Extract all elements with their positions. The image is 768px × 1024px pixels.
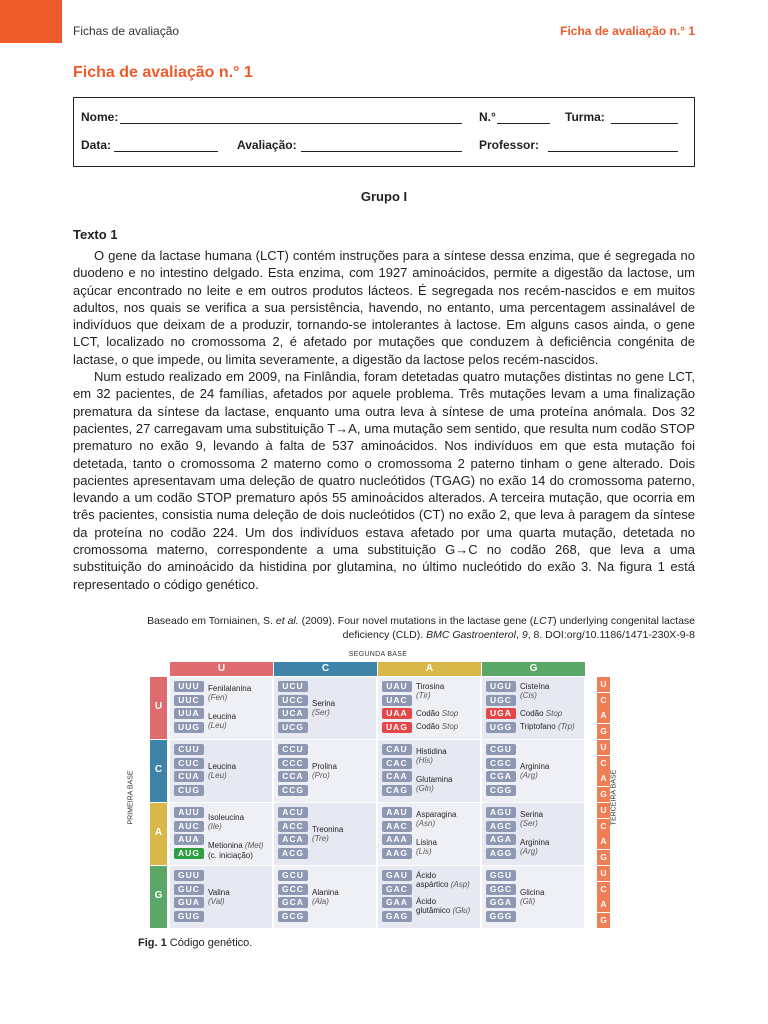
first-base-a: A (150, 803, 167, 865)
name-field[interactable] (120, 123, 462, 124)
amino-acid-label: Alanina (Ala) (312, 888, 339, 906)
third-base-g: G (597, 787, 610, 802)
codon-cau: CAU (382, 744, 412, 755)
third-base-c: C (597, 882, 610, 897)
codon-auu: AUU (174, 807, 204, 818)
codon-ggu: GGU (486, 870, 516, 881)
codon-agu: AGU (486, 807, 516, 818)
codon-aag: AAG (382, 848, 412, 859)
first-base-axis-label: PRIMEIRA BASE (127, 770, 135, 825)
codon-ugc: UGC (486, 695, 516, 706)
third-base-a: A (597, 771, 610, 786)
codon-gua: GUA (174, 897, 204, 908)
codon-ucu: UCU (278, 681, 308, 692)
second-base-g: G (482, 662, 585, 676)
codon-aau: AAU (382, 807, 412, 818)
codon-aca: ACA (278, 834, 308, 845)
codon-caa: CAA (382, 771, 412, 782)
codon-acg: ACG (278, 848, 308, 859)
figure-caption: Fig. 1 Código genético. (138, 937, 253, 949)
codon-uca: UCA (278, 708, 308, 719)
amino-acid-label: Arginina (Arg) (520, 838, 550, 856)
third-base-a: A (597, 897, 610, 912)
third-base-u: U (597, 866, 610, 881)
second-base-c: C (274, 662, 377, 676)
amino-acid-label: Codão Stop (416, 722, 459, 731)
third-base-g: G (597, 850, 610, 865)
codon-agc: AGC (486, 821, 516, 832)
article (73, 247, 695, 593)
second-base-a: A (378, 662, 481, 676)
amino-acid-label: Codão Stop (416, 709, 459, 718)
codon-uaa: UAA (382, 708, 412, 719)
amino-acid-label: Ácido aspártico (Asp) (416, 871, 470, 889)
third-base-a: A (597, 834, 610, 849)
number-label: N.° (479, 110, 496, 124)
codon-uac: UAC (382, 695, 412, 706)
codon-uuc: UUC (174, 695, 204, 706)
teacher-label: Professor: (479, 138, 540, 152)
codon-cca: CCA (278, 771, 308, 782)
source-citation (73, 614, 695, 642)
codon-ugg: UGG (486, 722, 516, 733)
codon-uag: UAG (382, 722, 412, 733)
amino-acid-label: Treonina (Tre) (312, 825, 344, 843)
date-field[interactable] (114, 151, 218, 152)
codon-ggc: GGC (486, 884, 516, 895)
codon-aua: AUA (174, 834, 204, 845)
amino-acid-label: Isoleucina (Ile) (208, 813, 245, 831)
class-label: Turma: (565, 110, 605, 124)
codon-gcc: GCC (278, 884, 308, 895)
first-base-axis (127, 738, 148, 858)
codon-cgu: CGU (486, 744, 516, 755)
codon-gga: GGA (486, 897, 516, 908)
amino-acid-label: Serina (Ser) (520, 810, 544, 828)
codon-agg: AGG (486, 848, 516, 859)
third-base-c: C (597, 693, 610, 708)
codon-gcu: GCU (278, 870, 308, 881)
amino-acid-label: Metionina (Met) (208, 841, 264, 850)
codon-uua: UUA (174, 708, 204, 719)
third-base-g: G (597, 724, 610, 739)
codon-guc: GUC (174, 884, 204, 895)
codon-cgc: CGC (486, 758, 516, 769)
codon-auc: AUC (174, 821, 204, 832)
codon-cuc: CUC (174, 758, 204, 769)
codon-acc: ACC (278, 821, 308, 832)
amino-acid-label: Ácido glutâmico (Glu) (416, 897, 471, 915)
amino-acid-label: Codão Stop (520, 709, 563, 718)
codon-cua: CUA (174, 771, 204, 782)
codon-guu: GUU (174, 870, 204, 881)
codon-gca: GCA (278, 897, 308, 908)
amino-acid-label: Cisteína (Cis) (520, 682, 550, 700)
class-field[interactable] (611, 123, 678, 124)
amino-acid-label: Triptofano (Trp) (520, 722, 575, 731)
codon-aac: AAC (382, 821, 412, 832)
amino-acid-label: Fenilalanina (Fen) (208, 684, 252, 702)
codon-cga: CGA (486, 771, 516, 782)
amino-acid-label: Asparagina (Asn) (416, 810, 457, 828)
first-base-g: G (150, 866, 167, 928)
codon-cgg: CGG (486, 785, 516, 796)
teacher-field[interactable] (548, 151, 678, 152)
third-base-u: U (597, 740, 610, 755)
running-header-right: Ficha de avaliação n.° 1 (560, 24, 695, 38)
citation-line-1: Baseado em Torniainen, S. et al. (2009). Four novel mutations in the lactase gene (LCT) underlying congenital lactase (147, 615, 695, 627)
codon-ccc: CCC (278, 758, 308, 769)
evaluation-field[interactable] (301, 151, 462, 152)
third-base-c: C (597, 819, 610, 834)
codon-gaa: GAA (382, 897, 412, 908)
paragraph-2: Num estudo realizado em 2009, na Finlândia, foram detetadas quatro mutações distintas no gene LCT, em 32 pacientes, de 24 famílias, afetados por aquele problema. Três mutações levam a uma finalização prematura da síntese da lactase, enquanto uma outra leva à síntese de uma proteína anómala. Dos 32 pacientes, 27 carregavam uma substituição T→A, uma mutação sem sentido, que resulta num codão STOP prematuro no exão 9, levando à falta de 537 aminoácidos. Nos indivíduos em que esta mutação foi detetada, tanto o cromossoma 2 materno como o cromossoma 2 paterno tinham o gene alterado. Dois pacientes apresentavam uma deleção de quatro nucleótidos (TGAG) no exão 14 do cromossoma paterno, levando a um codão STOP prematuro após 55 aminoácidos alterados. A terceira mutação, que ocorria em três pacientes, consistia numa deleção de dois nucleótidos (CT) no exão 2, que leva à paragem da síntese da proteína no codão 224. Um dos indivíduos estava afetado por uma quarta mutação, detetada no cromossoma materno, correspondente a uma substituição G→C no codão 268, que leva a uma substituição do aminoácido da histidina por glutamina, no último nucleótido do exão 3. Na figura 1 está representado o código genético. (73, 369, 695, 592)
codon-aaa: AAA (382, 834, 412, 845)
first-base-c: C (150, 740, 167, 802)
group-title: Grupo I (360, 189, 408, 204)
third-base-axis (610, 738, 630, 858)
codon-ugu: UGU (486, 681, 516, 692)
codon-gau: GAU (382, 870, 412, 881)
third-base-axis-label: TERCEIRA BASE (610, 769, 618, 826)
codon-cuu: CUU (174, 744, 204, 755)
running-header-left: Fichas de avaliação (73, 24, 180, 38)
text-title: Texto 1 (73, 227, 118, 242)
codon-cac: CAC (382, 758, 412, 769)
third-base-u: U (597, 677, 610, 692)
codon-ucc: UCC (278, 695, 308, 706)
first-base-u: U (150, 677, 167, 739)
third-base-g: G (597, 913, 610, 928)
amino-acid-label: Leucina (Leu) (208, 762, 237, 780)
codon-ggg: GGG (486, 911, 516, 922)
amino-acid-label: Valina (Val) (208, 888, 230, 906)
codon-aug: AUG (174, 848, 204, 859)
sheet-title: Ficha de avaliação n.° 1 (73, 64, 253, 81)
amino-acid-label: Serina (Ser) (312, 699, 336, 717)
codon-gac: GAC (382, 884, 412, 895)
amino-acid-label: Lisina (Lis) (416, 838, 437, 856)
codon-aga: AGA (486, 834, 516, 845)
citation-line-2: deficiency (CLD). BMC Gastroenterol, 9, 8. DOI:org/10.1186/1471-230X-9-8 (342, 629, 695, 641)
genetic-code-table (127, 648, 630, 930)
third-base-c: C (597, 756, 610, 771)
codon-cug: CUG (174, 785, 204, 796)
codon-ucg: UCG (278, 722, 308, 733)
amino-acid-label: Histidina (His) (416, 747, 447, 765)
amino-acid-label: Glicina (Gli) (520, 888, 545, 906)
codon-acu: ACU (278, 807, 308, 818)
amino-acid-label: Prolina (Pro) (312, 762, 337, 780)
codon-gag: GAG (382, 911, 412, 922)
evaluation-label: Avaliação: (237, 138, 297, 152)
paragraph-1: O gene da lactase humana (LCT) contém instruções para a síntese dessa enzima, que é segregada no duodeno e no intestino delgado. Esta enzima, com 1927 aminoácidos, permite a digestão da lactose, um açúcar encontrado no leite e em outros produtos lácteos. É segregada nos recém-nascidos e em muitos adultos, nos quais se verifica a sua persistência, havendo, no entanto, uma percentagem assinalável de indivíduos que deixam de a produzir, tornando-se intolerantes à lactose. Em alguns casos ainda, o gene LCT, localizado no cromossoma 2, é afetado por mutações que conduzem à deficiência congénita de lactase, o que impede, ou limita severamente, a digestão da lactose pelos recém-nascidos. (73, 248, 695, 367)
second-base-axis-label: SEGUNDA BASE (348, 651, 408, 658)
amino-acid-label: Glutamina (Gln) (416, 775, 453, 793)
amino-acid-label: Leucina (Leu) (208, 712, 237, 730)
codon-cag: CAG (382, 785, 412, 796)
codon-uuu: UUU (174, 681, 204, 692)
name-label: Nome: (81, 110, 119, 124)
student-form (73, 97, 695, 167)
corner-tab (0, 0, 62, 43)
codon-uug: UUG (174, 722, 204, 733)
third-base-a: A (597, 708, 610, 723)
second-base-u: U (170, 662, 273, 676)
start-codon-note: (c. iniciação) (208, 851, 253, 860)
codon-uga: UGA (486, 708, 516, 719)
number-field[interactable] (497, 123, 550, 124)
third-base-u: U (597, 803, 610, 818)
amino-acid-label: Arginina (Arg) (520, 762, 550, 780)
amino-acid-label: Tirosina (Tir) (416, 682, 445, 700)
codon-uau: UAU (382, 681, 412, 692)
codon-ccu: CCU (278, 744, 308, 755)
codon-ccg: CCG (278, 785, 308, 796)
codon-gug: GUG (174, 911, 204, 922)
codon-gcg: GCG (278, 911, 308, 922)
date-label: Data: (81, 138, 112, 152)
